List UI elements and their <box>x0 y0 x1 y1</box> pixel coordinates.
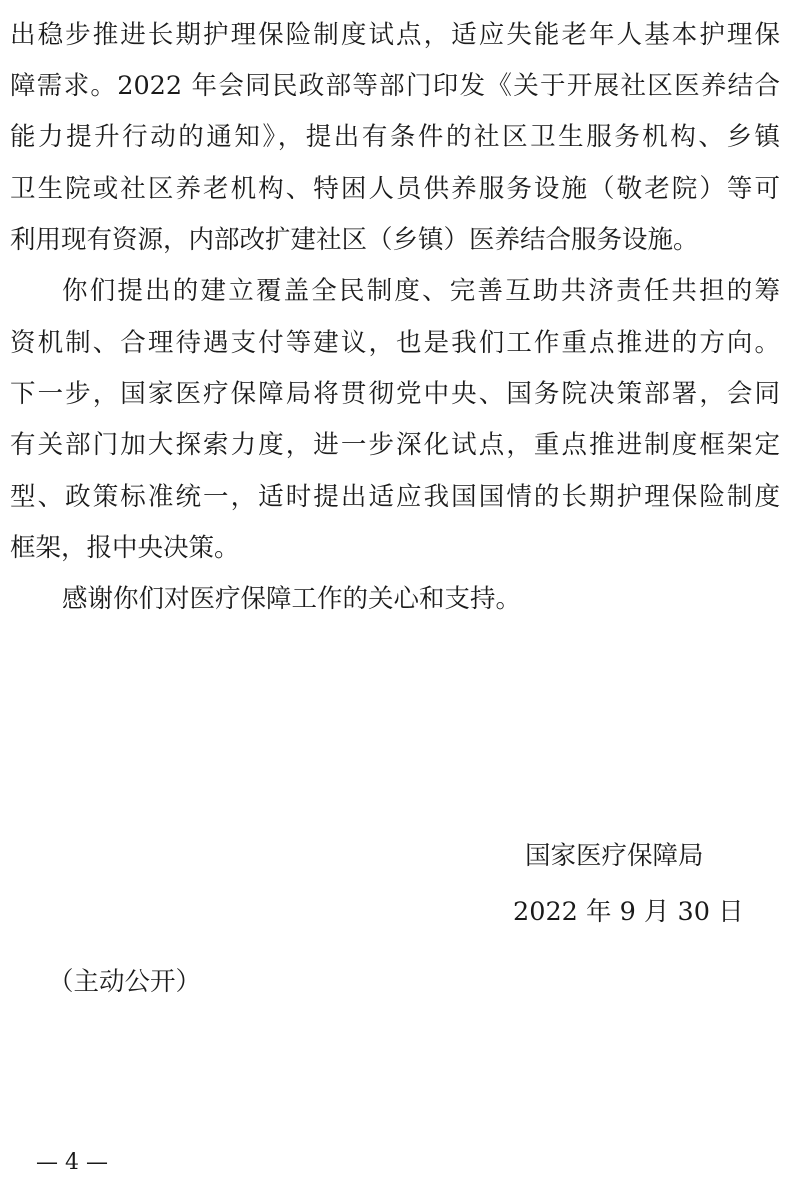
disclosure-note: （主动公开） <box>48 967 202 997</box>
body-line-5: 利用现有资源，内部改扩建社区（乡镇）医养结合服务设施。 <box>10 225 699 255</box>
body-line-1: 出稳步推进长期护理保险制度试点，适应失能老年人基本护理保 <box>10 20 780 50</box>
body-line-10: 型、政策标准统一，适时提出适应我国国情的长期护理保险制度 <box>10 482 780 512</box>
body-line-6: 你们提出的建立覆盖全民制度、完善互助共济责任共担的筹 <box>62 276 780 306</box>
page-number: — 4 — <box>36 1150 108 1175</box>
body-line-4: 卫生院或社区养老机构、特困人员供养服务设施（敬老院）等可 <box>10 174 780 204</box>
body-line-12: 感谢你们对医疗保障工作的关心和支持。 <box>62 584 522 614</box>
signature-organization: 国家医疗保障局 <box>525 841 704 871</box>
signature-date: 2022 年 9 月 30 日 <box>513 897 744 927</box>
body-line-11: 框架，报中央决策。 <box>10 533 240 563</box>
body-line-9: 有关部门加大探索力度，进一步深化试点，重点推进制度框架定 <box>10 430 780 460</box>
body-line-8: 下一步，国家医疗保障局将贯彻党中央、国务院决策部署，会同 <box>10 379 780 409</box>
body-line-3: 能力提升行动的通知》，提出有条件的社区卫生服务机构、乡镇 <box>10 122 780 152</box>
body-line-7: 资机制、合理待遇支付等建议，也是我们工作重点推进的方向。 <box>10 328 780 358</box>
body-line-2: 障需求。2022 年会同民政部等部门印发《关于开展社区医养结合 <box>10 71 780 101</box>
